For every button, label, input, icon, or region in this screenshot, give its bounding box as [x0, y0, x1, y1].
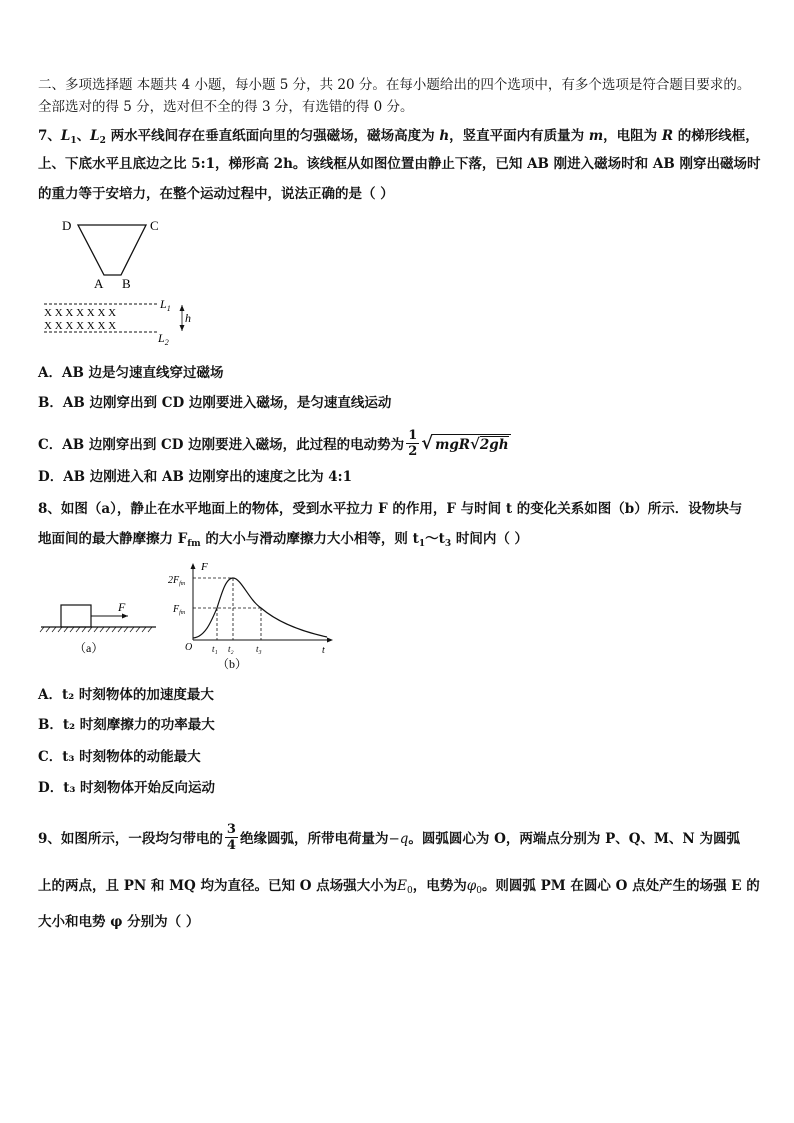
label-L1: $L_1$ — [160, 297, 171, 313]
q9-stem-line1: 9、如图所示，一段均匀带电的 $\frac{3}{4}$ 绝缘圆弧，所带电荷量为−q。圆弧圆心为 O，两端点分别为 P、Q、M、N 为圆弧 — [38, 822, 740, 853]
tick-2Ffm: $2F_{fm}$ — [168, 575, 186, 587]
section-instructions-line1: 二、多项选择题 本题共 4 小题，每小题 5 分，共 20 分。在每小题给出的四个选项中，有多个选项是符合题目要求的。 — [38, 77, 751, 93]
ground-hatching — [40, 627, 152, 632]
q7-option-A: A．AB 边是匀速直线穿过磁场 — [38, 365, 224, 381]
h-arrow-down — [180, 325, 185, 331]
label-A: A — [94, 276, 104, 291]
q8-stem-line2: 地面间的最大静摩擦力 $F_{fm}$ 的大小与滑动摩擦力大小相等，则 $t_1\sim t_3$ 时间内（ ） — [38, 531, 529, 549]
q8-option-B: B．t₂ 时刻摩擦力的功率最大 — [38, 717, 215, 733]
q8-option-C: C．t₃ 时刻物体的动能最大 — [38, 749, 201, 765]
label-D: D — [62, 218, 72, 233]
q9-stem-line3: 大小和电势 φ 分别为（ ） — [38, 914, 200, 930]
label-B: B — [122, 276, 131, 291]
origin-label: O — [185, 642, 193, 653]
h-arrow-up — [180, 305, 185, 311]
q7-figure — [40, 212, 210, 347]
q8-figure-b — [165, 560, 335, 672]
q8-option-D: D．t₃ 时刻物体开始反向运动 — [38, 780, 216, 796]
q8-stem-line1: 8、如图（a），静止在水平地面上的物体，受到水平拉力 F 的作用，F 与时间 t 的变化关系如图（b）所示．设物块与 — [38, 501, 743, 517]
x-axis-arrow — [327, 638, 333, 643]
q7-option-C: C．AB 边刚穿出到 CD 边刚要进入磁场，此过程的电动势为 $\frac{1}{2}$ √ mgR√2gh — [38, 428, 509, 459]
tick-t2: t₂ — [228, 644, 234, 654]
section-instructions-line2: 全部选对的得 5 分，选对但不全的得 3 分，有选错的得 0 分。 — [38, 99, 414, 115]
tick-t3: t₃ — [256, 644, 262, 654]
y-axis-label: F — [201, 561, 208, 573]
q7-stem-line2: 上、下底水平且底边之比 5:1，梯形高 2h。该线框从如图位置由静止下落，已知 AB 刚进入磁场时和 AB 刚穿出磁场时 — [38, 156, 761, 172]
label-L2: $L_2$ — [158, 331, 169, 347]
force-arrowhead — [122, 614, 128, 619]
q8-option-A: A．t₂ 时刻物体的加速度最大 — [38, 687, 214, 703]
q7-stem-line1: 7、$L_1$、$L_2$ 两水平线间存在垂直纸面向里的匀强磁场，磁场高度为 h，竖直平面内有质量为 m，电阻为 R 的梯形线框， — [38, 128, 759, 146]
trapezoid-frame — [78, 225, 146, 275]
tick-Ffm: $F_{fm}$ — [173, 604, 186, 616]
field-row-1: X X X X X X X — [44, 307, 117, 319]
label-force: F — [118, 600, 126, 614]
x-axis-label: t — [322, 645, 325, 656]
block — [61, 605, 91, 627]
y-axis-arrow — [191, 563, 196, 569]
caption-a: （a） — [74, 641, 104, 655]
q9-stem-line2: 上的两点，且 PN 和 MQ 均为直径。已知 O 点场强大小为$E_0$，电势为$\varphi_0$。则圆弧 PM 在圆心 O 点处产生的场强 E 的 — [38, 878, 760, 896]
label-C: C — [150, 218, 159, 233]
label-h: h — [185, 311, 191, 325]
field-row-2: X X X X X X X — [44, 320, 117, 332]
caption-b: （b） — [217, 657, 248, 671]
q7-stem-line3: 的重力等于安培力，在整个运动过程中，说法正确的是（ ） — [38, 186, 394, 202]
tick-t1: t₁ — [212, 644, 218, 654]
q7-option-B: B．AB 边刚穿出到 CD 边刚要进入磁场，是匀速直线运动 — [38, 395, 392, 411]
q7-option-D: D．AB 边刚进入和 AB 边刚穿出的速度之比为 4:1 — [38, 469, 353, 485]
q8-figure-a — [38, 595, 163, 660]
